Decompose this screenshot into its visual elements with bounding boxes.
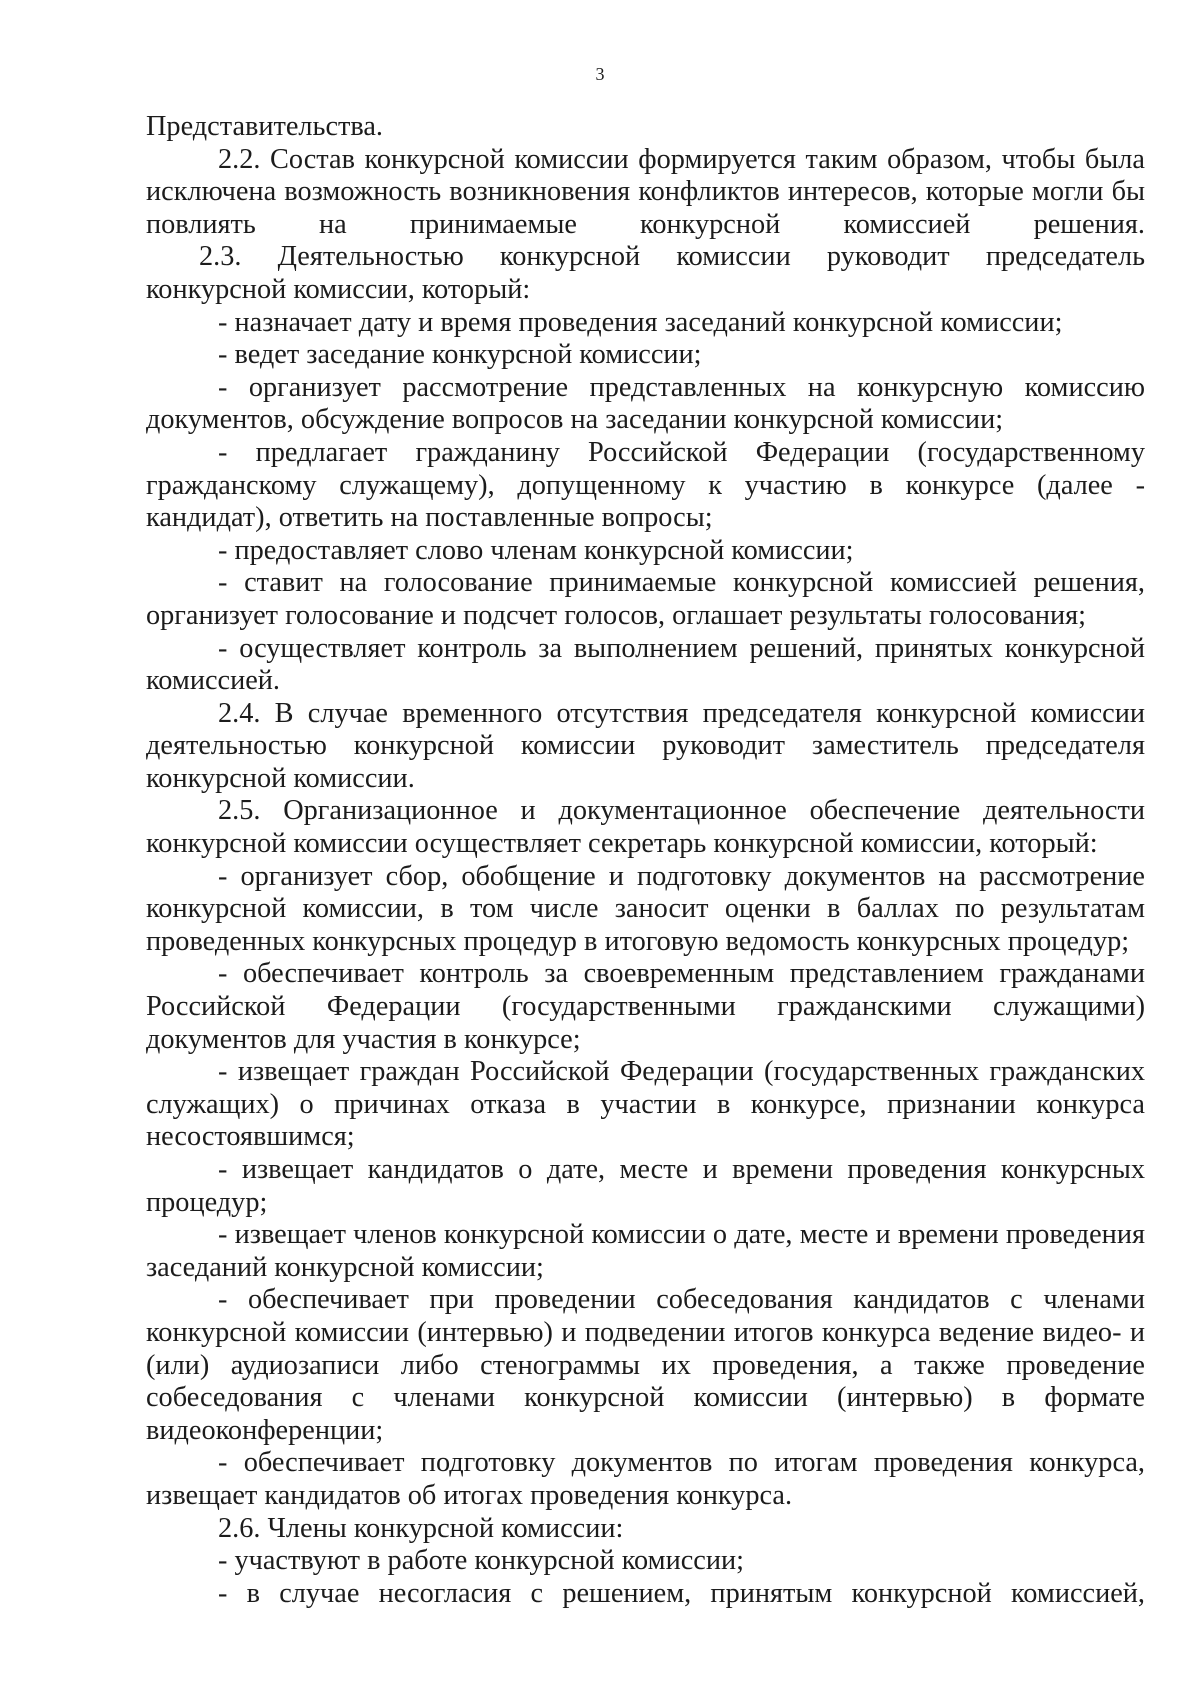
paragraph: 2.6. Члены конкурсной комиссии: xyxy=(218,1512,624,1544)
paragraph: 2.5. Организационное и документационное обеспечение деятельности конкурсной комиссии осуществляет секретарь конкурсной комиссии, который: xyxy=(146,795,1145,860)
list-item: - обеспечивает подготовку документов по итогам проведения конкурса, извещает кандидатов об итогах проведения конкурса. xyxy=(146,1447,1145,1511)
list-item: - осуществляет контроль за выполнением решений, принятых конкурсной комиссией. xyxy=(146,632,1145,697)
list-item: - обеспечивает контроль за своевременным представлением гражданами Российской Федерации (государственными гражданскими служащими) документов для участия в конкурсе; xyxy=(146,958,1145,1055)
list-item: - предоставляет слово членам конкурсной комиссии; xyxy=(218,534,854,566)
list-item: - в случае несогласия с решением, принятым конкурсной комиссией, xyxy=(218,1577,1145,1609)
paragraph: Представительства. xyxy=(146,111,384,142)
list-item: - извещает граждан Российской Федерации (государственных гражданских служащих) о причинах отказа в участии в конкурсе, признании конкурса несостоявшимся; xyxy=(146,1056,1145,1153)
list-item: - участвуют в работе конкурсной комиссии; xyxy=(218,1545,744,1577)
list-item: - извещает членов конкурсной комиссии о дате, месте и времени проведения заседаний конкурсной комиссии; xyxy=(146,1219,1145,1283)
list-item: - извещает кандидатов о дате, месте и времени проведения конкурсных процедур; xyxy=(146,1154,1145,1218)
list-item: - назначает дату и время проведения заседаний конкурсной комиссии; xyxy=(218,306,1063,338)
paragraph: 2.4. В случае временного отсутствия председателя конкурсной комиссии деятельностью конкурсной комиссии руководит заместитель председателя конкурсной комиссии. xyxy=(146,697,1145,794)
list-item: - обеспечивает при проведении собеседования кандидатов с членами конкурсной комиссии (интервью) и подведении итогов конкурса ведение видео- и (или) аудиозаписи либо стенограммы их проведения, а также проведение собеседования с членами конкурсной комиссии (интервью) в формате видеоконференции; xyxy=(146,1284,1145,1446)
list-item: - ставит на голосование принимаемые конкурсной комиссией решения, организует голосование и подсчет голосов, оглашает результаты голосования; xyxy=(146,567,1145,631)
document-body xyxy=(146,111,1145,1610)
list-item: - организует сбор, обобщение и подготовку документов на рассмотрение конкурсной комиссии, в том числе заносит оценки в баллах по результатам проведенных конкурсных процедур в итоговую ведомость конкурсных процедур; xyxy=(146,860,1145,957)
list-item: - организует рассмотрение представленных на конкурсную комиссию документов, обсуждение вопросов на заседании конкурсной комиссии; xyxy=(146,371,1145,436)
list-item: - предлагает гражданину Российской Федерации (государственному гражданскому служащему), допущенному к участию в конкурсе (далее - кандидат), ответить на поставленные вопросы; xyxy=(146,436,1145,534)
paragraph: 2.3. Деятельностью конкурсной комиссии руководит председатель конкурсной комиссии, который: xyxy=(146,241,1145,305)
page-number: 3 xyxy=(595,64,605,84)
paragraph: 2.2. Состав конкурсной комиссии формируется таким образом, чтобы была исключена возможность возникновения конфликтов интересов, которые могли бы повлиять на принимаемые конкурсной комиссией решения. xyxy=(146,143,1145,240)
list-item: - ведет заседание конкурсной комиссии; xyxy=(218,339,702,371)
